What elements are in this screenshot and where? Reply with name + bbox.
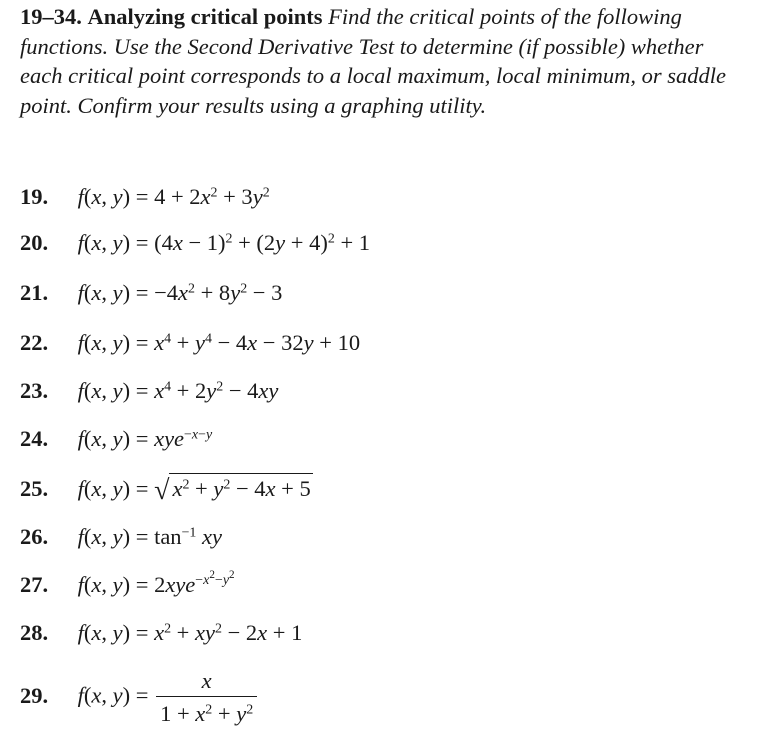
problem-20 (20, 230, 370, 256)
problem-expression: f(x, y) = 2xye$^{-x^2-y^2}$ (77, 569, 235, 597)
exercise-range: 19–34. (20, 4, 82, 29)
problem-number: 23. (20, 378, 49, 403)
problem-expression: f(x, y) = xye$^{-x-y}$ (77, 426, 213, 451)
exercise-instructions: Find the critical points of the following functions. Use the Second Derivative Test to determine (if possible) whether each critical point corresponds to a local maximum, local minimum, or saddle point. Confirm your results using a graphing utility. (20, 4, 726, 118)
problem-number: 29. (20, 682, 49, 708)
problem-expression: f(x, $y) = \tan^{-1}$ xy (77, 524, 223, 549)
problem-29 (20, 668, 257, 727)
problem-expression: f(x, $y) = (4x - 1)^2 + (2y + 4)^2 + 1$ (77, 230, 371, 255)
problem-expression: f(x, $y) = x^4 + y^4 - 4x - 32y + 10$ (77, 330, 361, 355)
problem-21 (20, 280, 282, 306)
problem-number: 24. (20, 426, 49, 451)
problem-expression: f(x, $y) = 4 + 2x^2 + 3y^2$ (77, 184, 270, 209)
problem-number: 28. (20, 620, 49, 645)
problem-23 (20, 378, 278, 404)
problem-expression: f(x, $y) = x^2 + xy^2 - 2x + 1$ (77, 620, 303, 645)
square-root: √ $x^2 + y^2 - 4x + 5$ (154, 475, 311, 506)
problem-expression: f(x, y) = $\frac{x}{1 + x^2 + y^2}$ (78, 668, 258, 727)
problem-number: 22. (20, 330, 49, 355)
problem-expression: f(x, $y) = -4x^2 + 8y^2 - 3$ (77, 280, 283, 305)
problem-26 (20, 524, 222, 550)
problem-28 (20, 620, 302, 646)
problem-number: 25. (20, 476, 49, 501)
problem-number: 21. (20, 280, 49, 305)
problem-expression: f(x, y) = √ $x^2 + y^2 - 4x + 5$ (78, 472, 313, 504)
problem-number: 26. (20, 524, 49, 549)
problem-number: 20. (20, 230, 49, 255)
problem-number: 19. (20, 184, 49, 209)
problem-19 (20, 184, 270, 210)
problem-expression: f(x, $y) = x^4 + 2y^2 - 4xy$ (77, 378, 279, 403)
exercise-title: Analyzing critical points (87, 4, 323, 29)
problem-number: 27. (20, 572, 49, 597)
problem-25 (20, 472, 313, 504)
problem-24 (20, 426, 212, 452)
problem-22 (20, 330, 360, 356)
fraction: $\frac{x}{1 + x^2 + y^2}$ (156, 668, 257, 727)
problem-27 (20, 569, 235, 598)
exercise-header (20, 2, 748, 120)
